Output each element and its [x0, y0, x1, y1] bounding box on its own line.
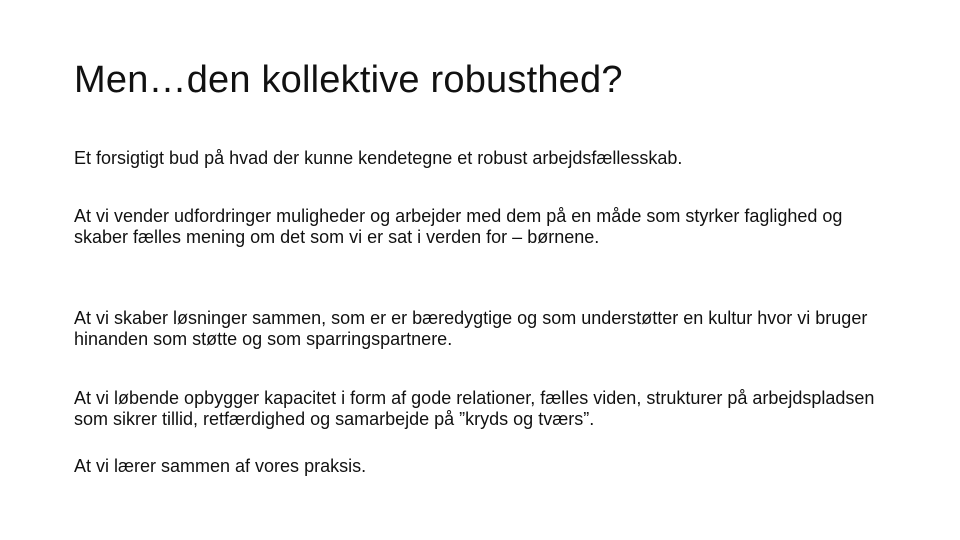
paragraph-learning: At vi lærer sammen af vores praksis.	[74, 456, 367, 476]
paragraph-solutions: At vi skaber løsninger sammen, som er er bæredygtige og som understøtter en kultur hvor vi bruger hinanden som støtte og som sparringspartnere.	[74, 308, 868, 349]
slide-title: Men…den kollektive robusthed?	[74, 59, 623, 101]
paragraph-challenges: At vi vender udfordringer muligheder og arbejder med dem på en måde som styrker faglighed og skaber fælles mening om det som vi er sat i verden for – børnene.	[74, 206, 843, 247]
paragraph-intro: Et forsigtigt bud på hvad der kunne kendetegne et robust arbejdsfællesskab.	[74, 148, 683, 168]
paragraph-capacity: At vi løbende opbygger kapacitet i form af gode relationer, fælles viden, strukturer på arbejdspladsen som sikrer tillid, retfærdighed og samarbejde på ”kryds og tværs”.	[74, 388, 875, 429]
